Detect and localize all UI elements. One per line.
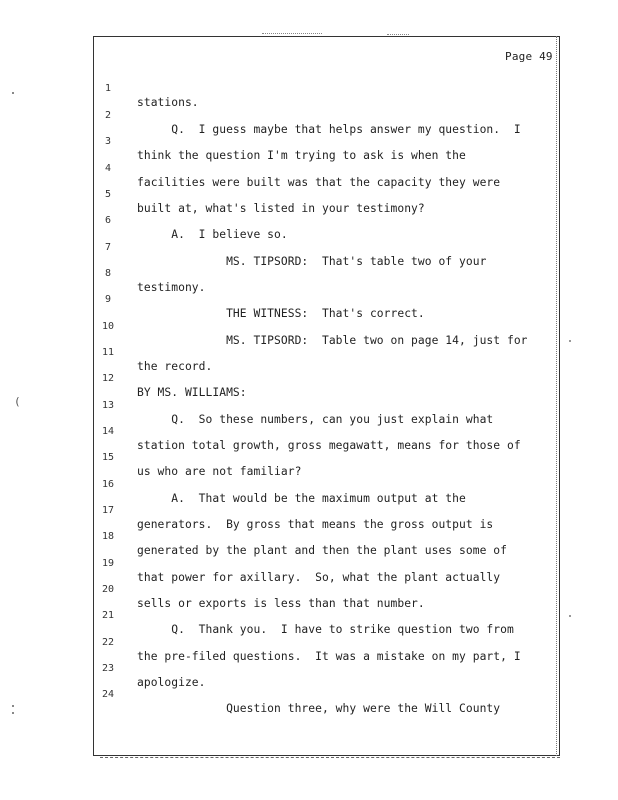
line-text: us who are not familiar? (137, 465, 302, 478)
line-number: 11 (101, 347, 115, 358)
line-number: 7 (104, 242, 112, 253)
scan-speck (12, 705, 14, 707)
transcript-line (0, 650, 206, 689)
scan-artifact-top-2 (387, 34, 409, 35)
line-text: the pre-filed questions. It was a mistake on my part, I (137, 650, 521, 663)
line-text: BY MS. WILLIAMS: (137, 386, 247, 399)
line-text: sells or exports is less than that number. (137, 597, 425, 610)
line-number: 9 (104, 294, 112, 305)
line-text: station total growth, gross megawatt, means for those of (137, 439, 521, 452)
line-text: generated by the plant and then the plant uses some of (137, 544, 507, 557)
line-text: Q. Thank you. I have to strike question two from (137, 623, 514, 636)
line-number: 17 (101, 505, 115, 516)
line-text: Question three, why were the Will County (137, 702, 501, 715)
bottom-rule (100, 757, 560, 758)
right-margin-rule (556, 36, 558, 756)
line-number: 12 (101, 373, 115, 384)
line-text: generators. By gross that means the gross output is (137, 518, 494, 531)
scan-speck (569, 340, 571, 342)
transcript-line (0, 439, 302, 478)
line-number: 24 (101, 689, 115, 700)
line-text: THE WITNESS: That's correct. (137, 307, 425, 320)
transcript-line (0, 255, 206, 294)
line-text: that power for axillary. So, what the plant actually (137, 571, 501, 584)
line-number: 20 (101, 584, 115, 595)
line-text: facilities were built was that the capacity they were (137, 176, 501, 189)
line-number: 13 (101, 400, 115, 411)
line-text: MS. TIPSORD: Table two on page 14, just for (137, 334, 528, 347)
scan-speck (569, 615, 571, 617)
line-number: 1 (104, 83, 112, 94)
line-text: testimony. (137, 281, 206, 294)
line-number: 22 (101, 637, 115, 648)
page-number: Page 49 (505, 50, 553, 63)
line-text: MS. TIPSORD: That's table two of your (137, 255, 487, 268)
line-number: 6 (104, 215, 112, 226)
line-number: 15 (101, 452, 115, 463)
transcript-line (0, 334, 213, 373)
line-number: 21 (101, 610, 115, 621)
line-number: 18 (101, 531, 115, 542)
scan-artifact-top (262, 33, 322, 34)
line-number: 19 (101, 558, 115, 569)
line-text: A. I believe so. (137, 228, 288, 241)
line-text: built at, what's listed in your testimony? (137, 202, 425, 215)
line-text: stations. (137, 96, 199, 109)
line-text: think the question I'm trying to ask is when the (137, 149, 466, 162)
line-number: 4 (104, 163, 112, 174)
line-number: 23 (101, 663, 115, 674)
scan-speck (12, 712, 14, 714)
line-number: 16 (101, 479, 115, 490)
scan-speck (12, 92, 14, 94)
transcript-line (0, 70, 199, 109)
line-text: A. That would be the maximum output at the (137, 492, 466, 505)
line-text: apologize. (137, 676, 206, 689)
line-number: 14 (101, 426, 115, 437)
line-text: the record. (137, 360, 213, 373)
line-text: Q. So these numbers, can you just explain what (137, 413, 494, 426)
margin-paren-mark: ( (14, 395, 21, 408)
line-number: 3 (104, 136, 112, 147)
line-number: 5 (104, 189, 112, 200)
line-number: 8 (104, 268, 112, 279)
line-number: 2 (104, 110, 112, 121)
line-text: Q. I guess maybe that helps answer my question. I (137, 123, 521, 136)
line-number: 10 (101, 321, 115, 332)
